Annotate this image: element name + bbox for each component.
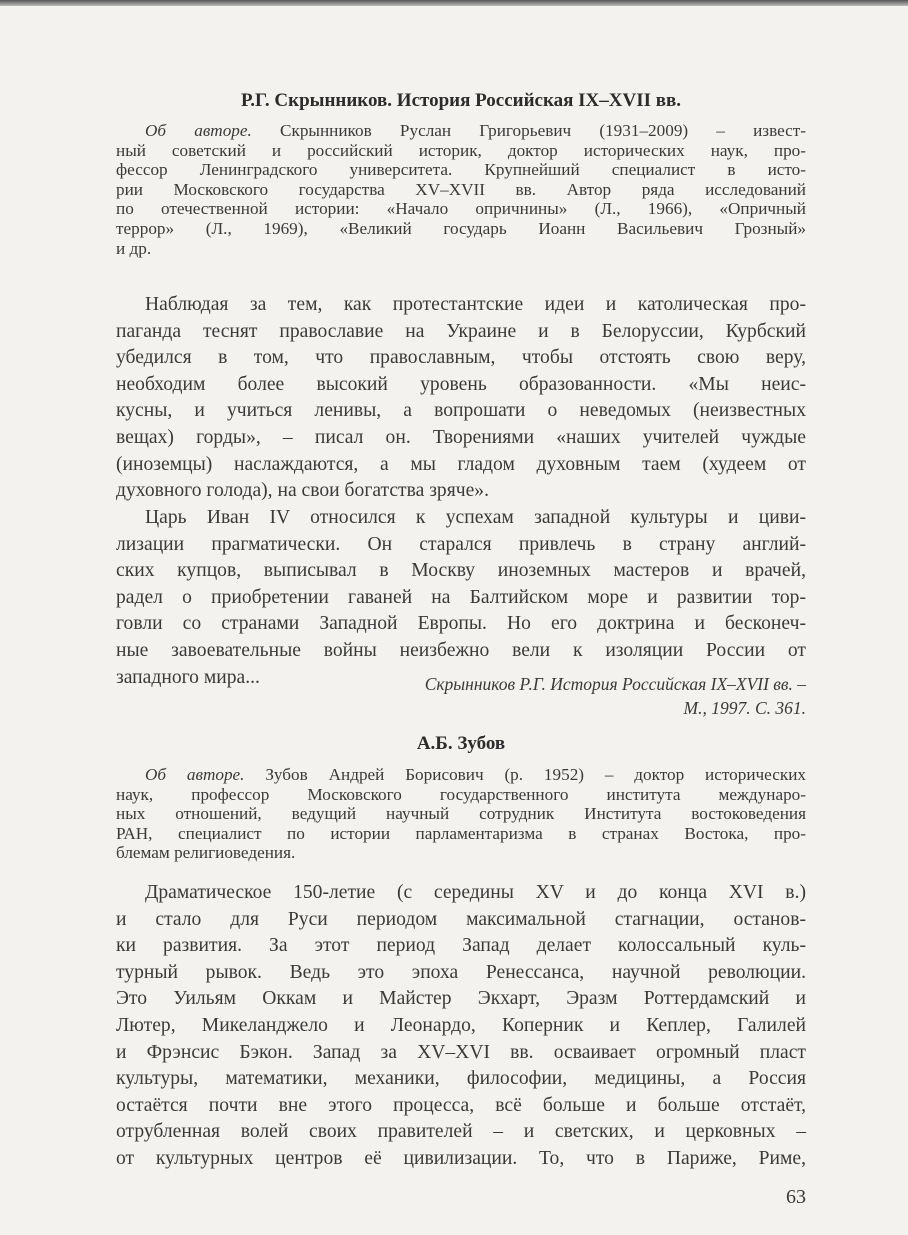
text-line (116, 425, 806, 452)
text-line (116, 986, 806, 1013)
line-text: духовного голода), на свои богатства зряче». (116, 480, 489, 502)
line-text: кусны, и учиться ленивы, а вопрошати о неведомых (неизвестных (116, 400, 806, 422)
line-text: Зубов Андрей Борисович (р. 1952) – доктор исторических (244, 765, 807, 784)
line-text: паганда теснят православие на Украине и в Белоруссии, Курбский (116, 320, 806, 342)
line-text: ных отношений, ведущий научный сотрудник Института востоковедения (116, 804, 806, 824)
text-line (116, 1040, 806, 1067)
text-line (116, 558, 806, 585)
author-note-skrynnikov (116, 121, 806, 258)
line-text: радел о приобретении гаваней на Балтийском море и развитии тор- (116, 586, 806, 608)
text-line (116, 180, 806, 200)
line-text: убедился в том, что православным, чтобы отстоять свою веру, (116, 347, 806, 369)
text-line (116, 345, 806, 372)
author-note-label: Об авторе. (145, 765, 245, 784)
section-heading-zubov: А.Б. Зубов (416, 733, 506, 754)
line-text: от культурных центров её цивилизации. То, что в Париже, Риме, (116, 1147, 806, 1169)
paragraph-stagnation (116, 880, 806, 1173)
text-line (116, 933, 806, 960)
text-line (116, 160, 806, 180)
line-text: и Фрэнсис Бэкон. Запад за XV–XVI вв. осваивает огромный пласт (116, 1041, 806, 1063)
text-line (116, 452, 806, 479)
text-line (116, 611, 806, 638)
text-line (116, 843, 806, 863)
section-heading-skrynnikov: Р.Г. Скрынников. История Российская IX–XVII вв. (240, 90, 682, 111)
line-text: РАН, специалист по истории парламентаризма в странах Востока, про- (116, 823, 806, 843)
line-text: наук, профессор Московского государственного института междунаро- (116, 784, 806, 804)
line-text: вещах) горды», – писал он. Творениями «наших учителей чуждые (116, 426, 806, 448)
text-line (116, 765, 806, 785)
line-text: Драматическое 150-летие (с середины XV и до конца XVI в.) (145, 882, 806, 903)
text-line (116, 478, 806, 505)
text-line (116, 398, 806, 425)
text-line (116, 505, 806, 532)
text-line (116, 141, 806, 161)
paragraph-ivan-iv (116, 505, 806, 691)
scan-top-edge (0, 0, 908, 6)
line-text: террор» (Л., 1969), «Великий государь Иоанн Васильевич Грозный» (116, 218, 806, 238)
text-line (116, 319, 806, 346)
text-line (116, 880, 806, 907)
line-text: остаётся почти вне этого процесса, всё больше и больше отстаёт, (116, 1094, 806, 1116)
text-line (116, 1119, 806, 1146)
text-line (116, 199, 806, 219)
citation-line: Скрынников Р.Г. История Российская IX–XVII вв. – (424, 674, 806, 694)
text-line (116, 785, 806, 805)
line-text: турный рывок. Ведь это эпоха Ренессанса, научной революции. (116, 961, 806, 983)
line-text: говли со странами Западной Европы. Но его доктрина и бесконеч- (116, 613, 806, 635)
line-text: ные завоевательные войны неизбежно вели к изоляции России от (116, 639, 806, 661)
text-line (116, 239, 806, 259)
author-note-zubov (116, 765, 806, 863)
line-text: по отечественной истории: «Начало опричнины» (Л., 1966), «Опричный (116, 199, 806, 219)
page-number: 63 (786, 1186, 806, 1208)
line-text: рии Московского государства XV–XVII вв. Автор ряда исследований (116, 179, 806, 199)
text-line (116, 532, 806, 559)
text-line (116, 804, 806, 824)
line-text: блемам религиоведения. (116, 843, 296, 863)
line-text: Царь Иван IV относился к успехам западной культуры и циви- (145, 507, 806, 528)
line-text: западного мира... (116, 666, 260, 688)
line-text: отрубленная волей своих правителей – и светских, и церковных – (116, 1121, 806, 1143)
line-text: культуры, математики, механики, философии, медицины, а Россия (116, 1068, 806, 1090)
author-note-label: Об авторе. (145, 121, 252, 140)
line-text: Это Уильям Оккам и Майстер Экхарт, Эразм Роттердамский и (116, 988, 806, 1010)
text-line (116, 907, 806, 934)
text-line (116, 219, 806, 239)
text-line (116, 1093, 806, 1120)
text-line (116, 1013, 806, 1040)
text-line (116, 960, 806, 987)
text-line (116, 1066, 806, 1093)
line-text: и стало для Руси периодом максимальной стагнации, останов- (116, 908, 806, 930)
line-text: фессор Ленинградского университета. Крупнейший специалист в исто- (116, 160, 806, 180)
text-line (116, 372, 806, 399)
line-text: ный советский и российский историк, доктор исторических наук, про- (116, 140, 806, 160)
text-line (116, 585, 806, 612)
text-line (116, 1146, 806, 1173)
line-text: Скрынников Руслан Григорьевич (1931–2009) – извест- (251, 121, 807, 140)
text-line (116, 121, 806, 141)
line-text: ских купцов, выписывал в Москву иноземных мастеров и врачей, (116, 560, 806, 582)
line-text: необходим более высокий уровень образованности. «Мы неис- (116, 373, 806, 395)
paragraph-kurbsky (116, 292, 806, 505)
line-text: (иноземцы) наслаждаются, а мы гладом духовным таем (худеем от (116, 453, 806, 475)
line-text: и др. (116, 238, 152, 258)
line-text: ки развития. За этот период Запад делает колоссальный куль- (116, 935, 806, 957)
line-text: Лютер, Микеланджело и Леонардо, Коперник и Кеплер, Галилей (116, 1014, 806, 1036)
text-line (116, 824, 806, 844)
line-text: Наблюдая за тем, как протестантские идеи и католическая про- (145, 294, 806, 315)
citation-skrynnikov (425, 672, 806, 720)
line-text: лизации прагматически. Он старался привлечь в страну англий- (116, 533, 806, 555)
text-line (116, 292, 806, 319)
citation-line: М., 1997. С. 361. (683, 698, 806, 718)
text-line (116, 638, 806, 665)
